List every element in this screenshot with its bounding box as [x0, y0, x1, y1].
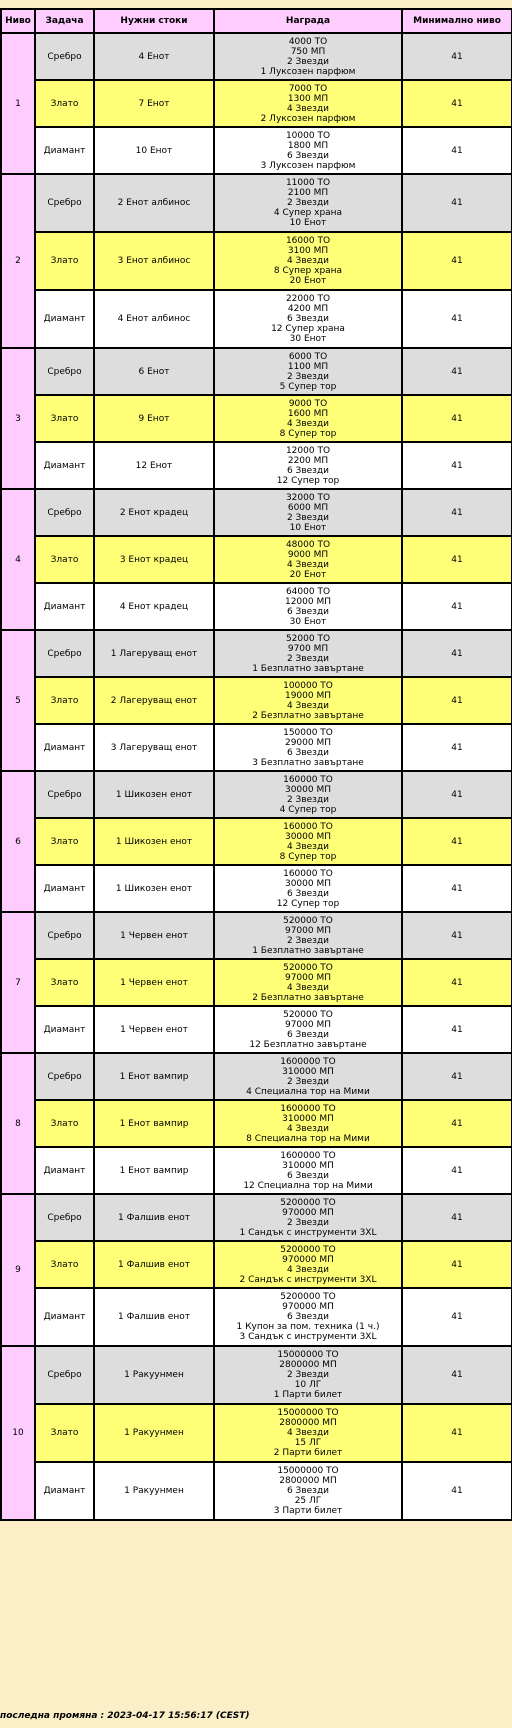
min-level-cell: 41	[402, 348, 512, 395]
reward-line: 6 Звезди	[286, 747, 330, 758]
table-row	[1, 771, 512, 818]
reward-line: 160000 ТО	[283, 774, 333, 785]
reward-line: 6 Звезди	[286, 888, 330, 899]
reward-line: 97000 МП	[284, 1019, 332, 1030]
reward-line: 15 ЛГ	[294, 1438, 322, 1448]
min-level-cell: 41	[402, 80, 512, 127]
reward-line: 3 Сандък с инструменти 3XL	[239, 1332, 377, 1342]
reward-line: 6 Звезди	[286, 1486, 330, 1496]
reward-line: 32000 ТО	[285, 492, 331, 503]
reward-line: 1600 МП	[287, 408, 329, 419]
min-level-cell: 41	[402, 232, 512, 290]
min-level-cell: 41	[402, 677, 512, 724]
reward-line: 970000 МП	[282, 1254, 334, 1265]
task-cell: Сребро	[35, 174, 94, 232]
goods-cell: 3 Енот албинос	[94, 232, 214, 290]
reward-line: 30 Енот	[289, 334, 327, 344]
task-cell: Сребро	[35, 489, 94, 536]
reward-cell	[214, 1006, 402, 1053]
reward-line: 6 Звезди	[286, 1170, 330, 1181]
reward-line: 3 Парти билет	[273, 1506, 343, 1516]
task-cell: Диамант	[35, 442, 94, 489]
table-row	[1, 348, 512, 395]
reward-line: 6 Звезди	[286, 1029, 330, 1040]
reward-line: 970000 МП	[282, 1207, 334, 1218]
level-cell: 3	[1, 348, 35, 489]
reward-cell	[214, 912, 402, 959]
reward-line: 6000 МП	[287, 502, 329, 513]
reward-line: 1 Безплатно завъртане	[252, 945, 364, 956]
reward-line: 1100 МП	[287, 361, 329, 372]
reward-cell	[214, 583, 402, 630]
table-row	[1, 1462, 512, 1520]
reward-line: 2 Звезди	[286, 512, 330, 523]
reward-line: 5200000 ТО	[280, 1197, 336, 1208]
reward-line: 1 Луксозен парфюм	[260, 66, 356, 77]
reward-line: 1300 МП	[287, 93, 329, 104]
reward-line: 2 Звезди	[286, 371, 330, 382]
reward-cell	[214, 771, 402, 818]
task-cell: Диамант	[35, 583, 94, 630]
level-cell: 7	[1, 912, 35, 1053]
reward-line: 52000 ТО	[285, 633, 331, 644]
min-level-cell: 41	[402, 174, 512, 232]
reward-line: 9000 ТО	[288, 398, 328, 409]
header-task: Задача	[35, 9, 94, 33]
task-cell: Злато	[35, 818, 94, 865]
min-level-cell: 41	[402, 1462, 512, 1520]
reward-line: 2800000 МП	[279, 1360, 337, 1370]
level-cell: 2	[1, 174, 35, 348]
reward-line: 30000 МП	[284, 878, 332, 889]
reward-line: 12 Супер храна	[271, 324, 345, 334]
table-row	[1, 80, 512, 127]
reward-line: 20 Енот	[289, 569, 327, 580]
reward-cell	[214, 1194, 402, 1241]
reward-line: 9700 МП	[287, 643, 329, 654]
reward-line: 4 Звезди	[286, 103, 330, 114]
table-row	[1, 818, 512, 865]
reward-line: 12000 ТО	[285, 445, 331, 456]
reward-line: 2 Звезди	[286, 56, 330, 67]
reward-line: 6 Звезди	[286, 314, 330, 324]
goods-cell: 4 Енот крадец	[94, 583, 214, 630]
table-row	[1, 1147, 512, 1194]
reward-line: 3 Луксозен парфюм	[260, 160, 356, 171]
task-cell: Диамант	[35, 865, 94, 912]
task-cell: Злато	[35, 1241, 94, 1288]
goods-cell: 1 Шикозен енот	[94, 818, 214, 865]
level-cell: 5	[1, 630, 35, 771]
table-row	[1, 677, 512, 724]
reward-line: 2 Безплатно завъртане	[252, 710, 364, 721]
goods-cell: 1 Енот вампир	[94, 1147, 214, 1194]
reward-line: 97000 МП	[284, 972, 332, 983]
min-level-cell: 41	[402, 1288, 512, 1346]
reward-cell	[214, 348, 402, 395]
goods-cell: 3 Лагеруващ енот	[94, 724, 214, 771]
reward-line: 1600000 ТО	[280, 1103, 336, 1114]
reward-line: 97000 МП	[284, 925, 332, 936]
reward-line: 15000000 ТО	[277, 1350, 339, 1360]
goods-cell: 1 Енот вампир	[94, 1100, 214, 1147]
reward-cell	[214, 1241, 402, 1288]
min-level-cell: 41	[402, 959, 512, 1006]
min-level-cell: 41	[402, 1404, 512, 1462]
goods-cell: 1 Фалшив енот	[94, 1241, 214, 1288]
reward-cell	[214, 1100, 402, 1147]
reward-cell	[214, 290, 402, 348]
reward-line: 2 Звезди	[286, 1217, 330, 1228]
reward-line: 3 Безплатно завъртане	[252, 757, 364, 768]
reward-line: 2 Звезди	[286, 653, 330, 664]
goods-cell: 4 Енот албинос	[94, 290, 214, 348]
task-cell: Сребро	[35, 1346, 94, 1404]
task-cell: Сребро	[35, 1053, 94, 1100]
reward-cell	[214, 630, 402, 677]
level-cell: 4	[1, 489, 35, 630]
reward-line: 5 Супер тор	[279, 381, 337, 392]
reward-line: 6 Звезди	[286, 1312, 330, 1322]
min-level-cell: 41	[402, 1346, 512, 1404]
reward-line: 4 Звезди	[286, 418, 330, 429]
header-level: Ниво	[1, 9, 35, 33]
reward-line: 310000 МП	[282, 1066, 334, 1077]
table-row	[1, 1346, 512, 1404]
table-row	[1, 630, 512, 677]
goods-cell: 1 Фалшив енот	[94, 1288, 214, 1346]
reward-line: 2 Звезди	[286, 1076, 330, 1087]
min-level-cell: 41	[402, 583, 512, 630]
task-cell: Сребро	[35, 630, 94, 677]
reward-line: 10 Енот	[289, 218, 327, 228]
min-level-cell: 41	[402, 818, 512, 865]
table-row	[1, 290, 512, 348]
reward-line: 19000 МП	[284, 690, 332, 701]
reward-line: 2 Звезди	[286, 794, 330, 805]
header-goods: Нужни стоки	[94, 9, 214, 33]
reward-cell	[214, 865, 402, 912]
table-row	[1, 489, 512, 536]
reward-line: 12 Безплатно завъртане	[249, 1039, 367, 1050]
reward-line: 2 Сандък с инструменти 3XL	[239, 1274, 377, 1285]
table-row	[1, 1404, 512, 1462]
reward-line: 7000 ТО	[288, 83, 328, 94]
task-cell: Злато	[35, 1404, 94, 1462]
goods-cell: 1 Червен енот	[94, 1006, 214, 1053]
reward-cell	[214, 1346, 402, 1404]
goods-cell: 7 Енот	[94, 80, 214, 127]
reward-cell	[214, 1288, 402, 1346]
reward-cell	[214, 80, 402, 127]
task-cell: Злато	[35, 677, 94, 724]
goods-cell: 1 Ракуунмен	[94, 1462, 214, 1520]
reward-line: 8 Супер тор	[279, 851, 337, 862]
reward-cell	[214, 536, 402, 583]
reward-cell	[214, 395, 402, 442]
reward-cell	[214, 724, 402, 771]
goods-cell: 1 Червен енот	[94, 959, 214, 1006]
last-modified: последна промяна : 2023-04-17 15:56:17 (CEST)	[0, 1711, 250, 1721]
reward-line: 1 Купон за пом. техника (1 ч.)	[236, 1322, 380, 1332]
goods-cell: 6 Енот	[94, 348, 214, 395]
reward-line: 12000 МП	[284, 596, 332, 607]
reward-line: 520000 ТО	[283, 1009, 333, 1020]
reward-cell	[214, 232, 402, 290]
reward-line: 30000 МП	[284, 784, 332, 795]
reward-line: 4 Звезди	[286, 1264, 330, 1275]
reward-line: 20 Енот	[289, 276, 327, 286]
goods-cell: 3 Енот крадец	[94, 536, 214, 583]
reward-cell	[214, 1053, 402, 1100]
reward-line: 4 Звезди	[286, 982, 330, 993]
reward-line: 4 Супер тор	[279, 804, 337, 815]
reward-line: 30000 МП	[284, 831, 332, 842]
table-row	[1, 865, 512, 912]
task-cell: Сребро	[35, 771, 94, 818]
reward-line: 4200 МП	[287, 304, 329, 314]
table-row	[1, 1100, 512, 1147]
reward-line: 160000 ТО	[283, 821, 333, 832]
task-cell: Диамант	[35, 1462, 94, 1520]
min-level-cell: 41	[402, 724, 512, 771]
reward-line: 64000 ТО	[285, 586, 331, 597]
min-level-cell: 41	[402, 33, 512, 80]
reward-line: 160000 ТО	[283, 868, 333, 879]
reward-line: 4 Звезди	[286, 1123, 330, 1134]
reward-line: 8 Супер храна	[273, 266, 343, 276]
reward-line: 100000 ТО	[283, 680, 333, 691]
min-level-cell: 41	[402, 912, 512, 959]
task-cell: Злато	[35, 1100, 94, 1147]
level-cell: 8	[1, 1053, 35, 1194]
reward-line: 2800000 МП	[279, 1418, 337, 1428]
reward-cell	[214, 1147, 402, 1194]
reward-line: 2100 МП	[287, 188, 329, 198]
reward-line: 2 Звезди	[286, 1370, 330, 1380]
min-level-cell: 41	[402, 630, 512, 677]
reward-line: 29000 МП	[284, 737, 332, 748]
reward-line: 5200000 ТО	[280, 1292, 336, 1302]
reward-line: 520000 ТО	[283, 915, 333, 926]
reward-line: 750 МП	[290, 46, 326, 57]
reward-line: 12 Супер тор	[276, 898, 340, 909]
reward-line: 48000 ТО	[285, 539, 331, 550]
reward-line: 12 Специална тор на Мими	[243, 1180, 373, 1191]
reward-line: 150000 ТО	[283, 727, 333, 738]
table-body	[1, 33, 512, 1520]
header-min-level: Минимално ниво	[402, 9, 512, 33]
task-cell: Злато	[35, 395, 94, 442]
task-cell: Диамант	[35, 1006, 94, 1053]
reward-line: 2200 МП	[287, 455, 329, 466]
level-cell: 6	[1, 771, 35, 912]
reward-line: 15000000 ТО	[277, 1466, 339, 1476]
reward-cell	[214, 442, 402, 489]
goods-cell: 10 Енот	[94, 127, 214, 174]
min-level-cell: 41	[402, 489, 512, 536]
table-row	[1, 536, 512, 583]
goods-cell: 2 Енот албинос	[94, 174, 214, 232]
task-cell: Злато	[35, 80, 94, 127]
reward-line: 1 Безплатно завъртане	[252, 663, 364, 674]
reward-line: 11000 ТО	[285, 178, 331, 188]
task-cell: Диамант	[35, 1147, 94, 1194]
goods-cell: 1 Лагеруващ енот	[94, 630, 214, 677]
task-cell: Диамант	[35, 290, 94, 348]
min-level-cell: 41	[402, 395, 512, 442]
reward-line: 2 Парти билет	[273, 1448, 343, 1458]
reward-line: 1600000 ТО	[280, 1056, 336, 1067]
goods-cell: 1 Ракуунмен	[94, 1346, 214, 1404]
reward-line: 6000 ТО	[288, 351, 328, 362]
table-row	[1, 959, 512, 1006]
reward-line: 5200000 ТО	[280, 1244, 336, 1255]
goods-cell: 4 Енот	[94, 33, 214, 80]
task-cell: Сребро	[35, 348, 94, 395]
table-row	[1, 583, 512, 630]
min-level-cell: 41	[402, 1241, 512, 1288]
table-row	[1, 33, 512, 80]
min-level-cell: 41	[402, 1006, 512, 1053]
reward-line: 4 Супер храна	[273, 208, 343, 218]
min-level-cell: 41	[402, 290, 512, 348]
reward-line: 2800000 МП	[279, 1476, 337, 1486]
goods-cell: 1 Шикозен енот	[94, 865, 214, 912]
reward-line: 12 Супер тор	[276, 475, 340, 486]
reward-line: 310000 МП	[282, 1160, 334, 1171]
table-header-row	[1, 9, 512, 33]
reward-line: 1800 МП	[287, 140, 329, 151]
goods-cell: 2 Енот крадец	[94, 489, 214, 536]
min-level-cell: 41	[402, 1100, 512, 1147]
reward-line: 1 Парти билет	[273, 1390, 343, 1400]
level-cell: 10	[1, 1346, 35, 1520]
goods-cell: 1 Фалшив енот	[94, 1194, 214, 1241]
min-level-cell: 41	[402, 127, 512, 174]
reward-cell	[214, 677, 402, 724]
task-cell: Сребро	[35, 912, 94, 959]
task-cell: Злато	[35, 232, 94, 290]
table-row	[1, 127, 512, 174]
reward-line: 6 Звезди	[286, 465, 330, 476]
min-level-cell: 41	[402, 442, 512, 489]
reward-line: 4 Звезди	[286, 256, 330, 266]
reward-cell	[214, 818, 402, 865]
reward-line: 2 Звезди	[286, 935, 330, 946]
task-cell: Диамант	[35, 724, 94, 771]
table-row	[1, 1241, 512, 1288]
reward-line: 10000 ТО	[285, 130, 331, 141]
table-row	[1, 1053, 512, 1100]
min-level-cell: 41	[402, 865, 512, 912]
reward-cell	[214, 127, 402, 174]
task-cell: Диамант	[35, 127, 94, 174]
table-row	[1, 395, 512, 442]
task-cell: Сребро	[35, 33, 94, 80]
reward-line: 4 Звезди	[286, 700, 330, 711]
reward-line: 4000 ТО	[288, 36, 328, 47]
reward-line: 1 Сандък с инструменти 3XL	[239, 1227, 377, 1238]
reward-line: 520000 ТО	[283, 962, 333, 973]
reward-line: 4 Звезди	[286, 1428, 330, 1438]
rewards-table	[0, 8, 512, 1521]
reward-cell	[214, 489, 402, 536]
reward-line: 30 Енот	[289, 616, 327, 627]
reward-line: 1600000 ТО	[280, 1150, 336, 1161]
table-row	[1, 724, 512, 771]
goods-cell: 1 Червен енот	[94, 912, 214, 959]
table-row	[1, 912, 512, 959]
reward-line: 9000 МП	[287, 549, 329, 560]
reward-line: 16000 ТО	[285, 236, 331, 246]
reward-line: 8 Супер тор	[279, 428, 337, 439]
reward-line: 3100 МП	[287, 246, 329, 256]
min-level-cell: 41	[402, 1147, 512, 1194]
reward-line: 10 ЛГ	[294, 1380, 322, 1390]
reward-line: 2 Луксозен парфюм	[260, 113, 356, 124]
goods-cell: 1 Енот вампир	[94, 1053, 214, 1100]
reward-line: 25 ЛГ	[294, 1496, 322, 1506]
reward-line: 8 Специална тор на Мими	[246, 1133, 370, 1144]
header-reward: Награда	[214, 9, 402, 33]
level-cell: 9	[1, 1194, 35, 1346]
reward-line: 4 Специална тор на Мими	[246, 1086, 370, 1097]
reward-cell	[214, 1404, 402, 1462]
goods-cell: 12 Енот	[94, 442, 214, 489]
reward-cell	[214, 33, 402, 80]
reward-line: 4 Звезди	[286, 841, 330, 852]
reward-line: 10 Енот	[289, 522, 327, 533]
reward-cell	[214, 1462, 402, 1520]
table-row	[1, 1288, 512, 1346]
task-cell: Диамант	[35, 1288, 94, 1346]
reward-line: 2 Звезди	[286, 198, 330, 208]
table-row	[1, 232, 512, 290]
goods-cell: 9 Енот	[94, 395, 214, 442]
table-row	[1, 174, 512, 232]
min-level-cell: 41	[402, 771, 512, 818]
reward-line: 22000 ТО	[285, 294, 331, 304]
min-level-cell: 41	[402, 1053, 512, 1100]
table-row	[1, 1006, 512, 1053]
reward-line: 970000 МП	[282, 1302, 334, 1312]
min-level-cell: 41	[402, 536, 512, 583]
task-cell: Злато	[35, 536, 94, 583]
level-cell: 1	[1, 33, 35, 174]
reward-line: 2 Безплатно завъртане	[252, 992, 364, 1003]
reward-line: 6 Звезди	[286, 606, 330, 617]
reward-line: 15000000 ТО	[277, 1408, 339, 1418]
min-level-cell: 41	[402, 1194, 512, 1241]
table-row	[1, 1194, 512, 1241]
reward-line: 4 Звезди	[286, 559, 330, 570]
goods-cell: 1 Ракуунмен	[94, 1404, 214, 1462]
task-cell: Сребро	[35, 1194, 94, 1241]
task-cell: Злато	[35, 959, 94, 1006]
reward-line: 6 Звезди	[286, 150, 330, 161]
goods-cell: 2 Лагеруващ енот	[94, 677, 214, 724]
table-row	[1, 442, 512, 489]
reward-line: 310000 МП	[282, 1113, 334, 1124]
goods-cell: 1 Шикозен енот	[94, 771, 214, 818]
reward-cell	[214, 959, 402, 1006]
reward-cell	[214, 174, 402, 232]
page-content	[0, 8, 512, 1521]
